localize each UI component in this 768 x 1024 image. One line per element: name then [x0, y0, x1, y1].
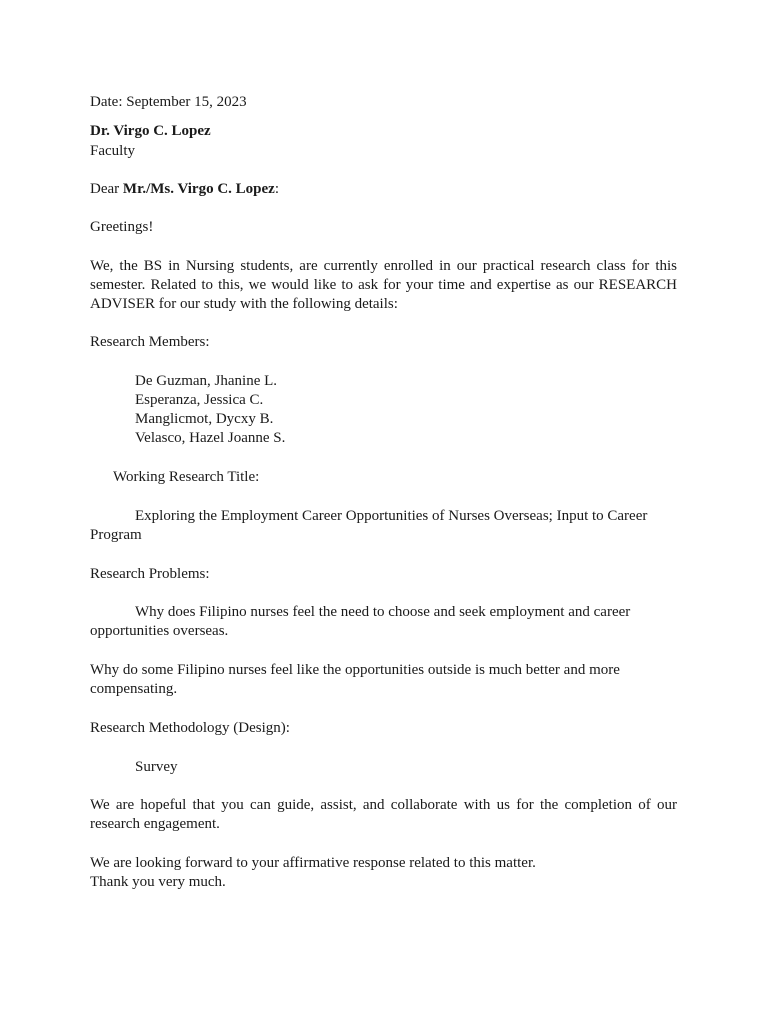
hopeful-paragraph [90, 796, 677, 834]
salutation-prefix: Dear [90, 181, 123, 197]
research-title-line-1: Exploring the Employment Career Opportunities of Nurses Overseas; Input to Career [135, 508, 648, 524]
intro-line-2: semester. Related to this, we would like to ask for your time and expertise as our RESEARCH [90, 277, 677, 293]
title-heading: Working Research Title: [113, 469, 260, 485]
intro-line-3: ADVISER for our study with the following details: [90, 296, 398, 312]
members-heading: Research Members: [90, 334, 210, 350]
recipient-name-bold: Dr. Virgo C. Lopez [90, 123, 211, 139]
methodology-heading: Research Methodology (Design): [90, 720, 290, 736]
member-item: Manglicmot, Dycxy B. [135, 411, 274, 427]
problem-2-line-2: compensating. [90, 681, 178, 697]
hopeful-line-2: research engagement. [90, 816, 220, 832]
date-line: Date: September 15, 2023 [90, 94, 247, 110]
hopeful-line-1: We are hopeful that you can guide, assist, and collaborate with us for the completion of our [90, 797, 677, 813]
methodology-value: Survey [135, 759, 178, 775]
closing-line-1: We are looking forward to your affirmative response related to this matter. [90, 855, 536, 871]
research-title-line-2: Program [90, 527, 142, 543]
problems-heading: Research Problems: [90, 566, 210, 582]
salutation-suffix: : [274, 181, 280, 197]
recipient-name [90, 122, 211, 141]
closing-line-2: Thank you very much. [90, 874, 226, 890]
intro-paragraph [90, 257, 677, 314]
recipient-position: Faculty [90, 143, 135, 159]
member-item: Velasco, Hazel Joanne S. [135, 430, 286, 446]
salutation [90, 180, 279, 199]
salutation-name: Mr./Ms. Virgo C. Lopez [122, 181, 275, 197]
member-item: Esperanza, Jessica C. [135, 392, 264, 408]
problem-2-line-1: Why do some Filipino nurses feel like the opportunities outside is much better and more [90, 662, 620, 678]
member-item: De Guzman, Jhanine L. [135, 373, 278, 389]
intro-line-1: We, the BS in Nursing students, are currently enrolled in our practical research class for this [90, 258, 677, 274]
problem-1-line-2: opportunities overseas. [90, 623, 229, 639]
greeting: Greetings! [90, 219, 154, 235]
problem-1-line-1: Why does Filipino nurses feel the need to choose and seek employment and career [135, 604, 631, 620]
